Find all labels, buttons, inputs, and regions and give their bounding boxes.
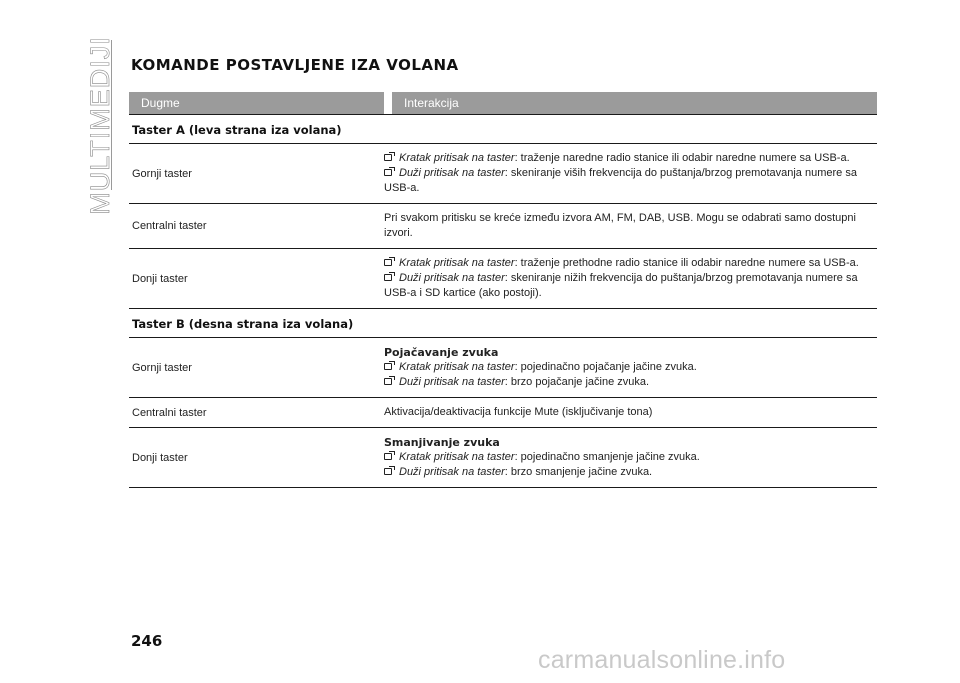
short-press-text: : pojedinačno pojačanje jačine zvuka. [514, 361, 697, 373]
row-label: Centralni taster [132, 220, 207, 232]
press-arrow-icon [384, 272, 395, 282]
press-arrow-icon [384, 466, 395, 476]
row-label: Gornji taster [132, 167, 192, 180]
press-arrow-icon [384, 257, 395, 267]
header-interaction: Interakcija [392, 92, 877, 114]
long-press-label: Duži pritisak na taster [399, 466, 505, 478]
table-row [129, 398, 877, 428]
row-description [384, 338, 877, 397]
row-description [384, 428, 877, 487]
short-press-label: Kratak pritisak na taster [399, 361, 515, 373]
header-button: Dugme [129, 92, 384, 114]
group-heading-a: Taster A (leva strana iza volana) [129, 115, 877, 144]
row-description: Aktivacija/deaktivacija funkcije Mute (isključivanje tona) [384, 406, 653, 418]
press-arrow-icon [384, 361, 395, 371]
page-number: 246 [131, 632, 163, 650]
row-description [384, 144, 877, 203]
press-arrow-icon [384, 152, 395, 162]
section-title: KOMANDE POSTAVLJENE IZA VOLANA [131, 56, 459, 74]
press-arrow-icon [384, 167, 395, 177]
row-description: Pri svakom pritisku se kreće između izvora AM, FM, DAB, USB. Mogu se odabrati samo dostupni izvori. [384, 212, 856, 239]
controls-table [129, 92, 877, 488]
short-press-text: : traženje prethodne radio stanice ili odabir naredne numere sa USB-a. [514, 257, 859, 269]
chapter-title-vertical: MULTIMEDIJI [84, 36, 115, 215]
long-press-text: : skeniranje viših frekvencija do puštanja/brzog premotavanja numere sa USB-a. [384, 167, 857, 194]
table-row [129, 338, 877, 398]
short-press-text: : traženje naredne radio stanice ili odabir naredne numere sa USB-a. [514, 152, 850, 164]
press-arrow-icon [384, 451, 395, 461]
short-press-label: Kratak pritisak na taster [399, 257, 515, 269]
press-arrow-icon [384, 376, 395, 386]
table-header [129, 92, 877, 114]
table-row [129, 204, 877, 249]
long-press-text: : brzo smanjenje jačine zvuka. [504, 466, 653, 478]
row-description [384, 249, 877, 308]
table-row [129, 144, 877, 204]
row-label: Donji taster [132, 272, 188, 285]
table-row [129, 249, 877, 309]
long-press-label: Duži pritisak na taster [399, 376, 505, 388]
row-label: Gornji taster [132, 361, 192, 374]
short-press-label: Kratak pritisak na taster [399, 152, 515, 164]
row-subheading: Smanjivanje zvuka [384, 436, 500, 449]
short-press-label: Kratak pritisak na taster [399, 451, 515, 463]
long-press-label: Duži pritisak na taster [399, 167, 505, 179]
table-row [129, 428, 877, 488]
short-press-text: : pojedinačno smanjenje jačine zvuka. [514, 451, 700, 463]
row-label: Centralni taster [132, 406, 207, 419]
long-press-text: : brzo pojačanje jačine zvuka. [504, 376, 650, 388]
row-subheading: Pojačavanje zvuka [384, 346, 499, 359]
long-press-text: : skeniranje nižih frekvencija do puštanja/brzog premotavanja numere sa USB-a i SD kartice (ako postoji). [384, 272, 858, 299]
group-heading-b: Taster B (desna strana iza volana) [129, 309, 877, 338]
row-label: Donji taster [132, 451, 188, 464]
long-press-label: Duži pritisak na taster [399, 272, 505, 284]
watermark: carmanualsonline.info [538, 646, 786, 674]
